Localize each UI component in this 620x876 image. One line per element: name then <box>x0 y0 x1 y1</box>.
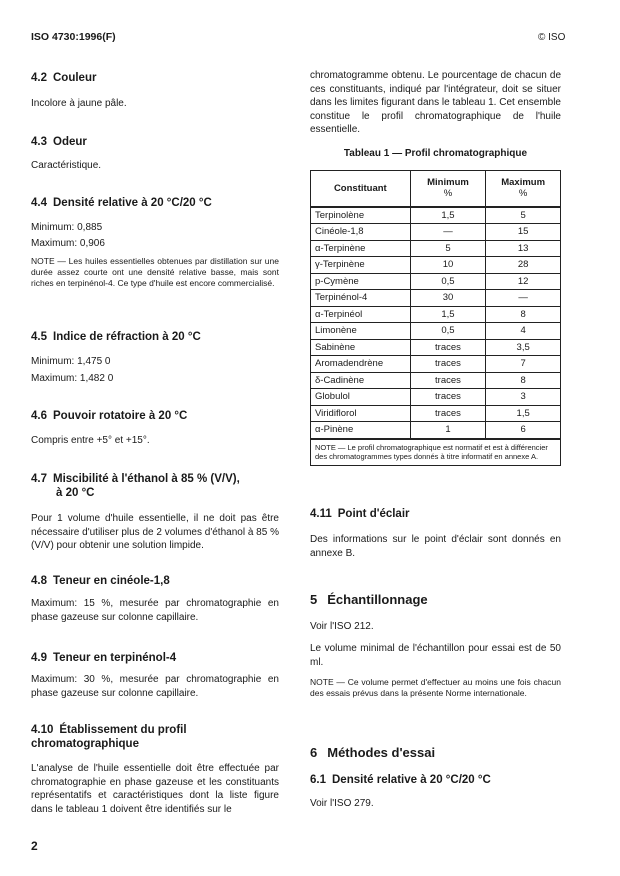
text-4-4-min: Minimum: 0,885 <box>31 222 103 233</box>
heading-4-7-line2: à 20 °C <box>56 487 95 499</box>
table-row: Sabinène traces 3,5 <box>311 339 561 356</box>
chromatographic-profile-table <box>310 170 561 466</box>
table-row: Limonène 0,5 4 <box>311 323 561 340</box>
heading-4-11: 4.11 Point d'éclair <box>310 508 410 520</box>
table-note: NOTE — Le profil chromatographique est normatif et est à différencier des chromatogrammes types donnés à titre informatif en annexe A. <box>311 439 561 466</box>
heading-4-7: 4.7 Miscibilité à l'éthanol à 85 % (V/V), <box>31 473 240 485</box>
table-row: Terpinolène 1,5 5 <box>311 207 561 224</box>
text-4-11: Des informations sur le point d'éclair sont donnés en annexe B. <box>310 534 561 559</box>
text-4-7: Pour 1 volume d'huile essentielle, il ne doit pas être nécessaire d'utiliser plus de 2 volumes d'éthanol à 85 % (V/V) pour obtenir une solution limpide. <box>31 513 279 551</box>
text-4-8: Maximum: 15 %, mesurée par chromatographie en phase gazeuse sur colonne capillaire. <box>31 598 279 623</box>
text-4-5-min: Minimum: 1,475 0 <box>31 356 111 367</box>
table-row: α-Pinène 1 6 <box>311 422 561 439</box>
copyright-label: © ISO <box>538 32 566 43</box>
header-constituant: Constituant <box>311 171 411 207</box>
table-header-row <box>311 171 561 207</box>
text-5-a: Voir l'ISO 212. <box>310 621 374 632</box>
note-5: NOTE — Ce volume permet d'effectuer au moins une fois chacun des essais prévus dans la présente Norme internationale. <box>310 677 561 698</box>
heading-4-3: 4.3 Odeur <box>31 136 87 148</box>
heading-4-2: 4.2 Couleur <box>31 72 97 84</box>
heading-4-10: 4.10 Établissement du profil <box>31 724 187 736</box>
page-number: 2 <box>31 839 38 853</box>
text-6-1: Voir l'ISO 279. <box>310 798 374 809</box>
table-row: α-Terpinène 5 13 <box>311 240 561 257</box>
text-4-9: Maximum: 30 %, mesurée par chromatographie en phase gazeuse sur colonne capillaire. <box>31 674 279 699</box>
heading-4-4: 4.4 Densité relative à 20 °C/20 °C <box>31 197 212 209</box>
table-row: Viridiflorol traces 1,5 <box>311 405 561 422</box>
table-note-row <box>311 439 561 466</box>
text-4-10: L'analyse de l'huile essentielle doit être effectuée par chromatographie en phase gazeuse et les constituants représentatifs et caractéristiques dont la liste figure dans le tableau 1 doivent être identifiés sur le <box>31 763 279 815</box>
text-5-b: Le volume minimal de l'échantillon pour essai est de 50 ml. <box>310 643 561 668</box>
table-row: α-Terpinéol 1,5 8 <box>311 306 561 323</box>
doc-reference: ISO 4730:1996(F) <box>31 31 116 43</box>
heading-4-10-line2: chromatographique <box>31 738 139 750</box>
note-4-4: NOTE — Les huiles essentielles obtenues par distillation sur une durée assez courte ont une densité relative basse, mais sont riches en terpinénol-4. Ce type d'huile est encore commercialisé. <box>31 256 279 288</box>
header-minimum: Minimum % <box>410 171 486 207</box>
heading-6-1: 6.1 Densité relative à 20 °C/20 °C <box>310 774 491 786</box>
table-caption: Tableau 1 — Profil chromatographique <box>343 148 528 159</box>
text-4-5-max: Maximum: 1,482 0 <box>31 373 114 384</box>
table-row: γ-Terpinène 10 28 <box>311 257 561 274</box>
text-4-6: Compris entre +5° et +15°. <box>31 435 150 446</box>
heading-4-6: 4.6 Pouvoir rotatoire à 20 °C <box>31 410 188 422</box>
text-4-4-max: Maximum: 0,906 <box>31 238 105 249</box>
heading-5: 5 Échantillonnage <box>310 592 428 607</box>
table-row: Terpinénol-4 30 — <box>311 290 561 307</box>
heading-4-5: 4.5 Indice de réfraction à 20 °C <box>31 331 201 343</box>
heading-4-8: 4.8 Teneur en cinéole-1,8 <box>31 575 170 587</box>
table-row: δ-Cadinène traces 8 <box>311 372 561 389</box>
text-4-2: Incolore à jaune pâle. <box>31 98 127 109</box>
table-row: p-Cymène 0,5 12 <box>311 273 561 290</box>
heading-4-9: 4.9 Teneur en terpinénol-4 <box>31 652 177 664</box>
heading-6: 6 Méthodes d'essai <box>310 745 436 760</box>
header-maximum: Maximum % <box>486 171 561 207</box>
table-row: Cinéole-1,8 — 15 <box>311 224 561 241</box>
text-4-3: Caractéristique. <box>31 160 102 171</box>
table-row: Globulol traces 3 <box>311 389 561 406</box>
table-row: Aromadendrène traces 7 <box>311 356 561 373</box>
text-4-10-continued: chromatogramme obtenu. Le pourcentage de chacun de ces constituants, indiqué par l'intégrateur, doit se situer dans les limites figurant dans le tableau 1. Cet ensemble constitue le profil chromatographique de l'huile essentielle. <box>310 70 561 135</box>
